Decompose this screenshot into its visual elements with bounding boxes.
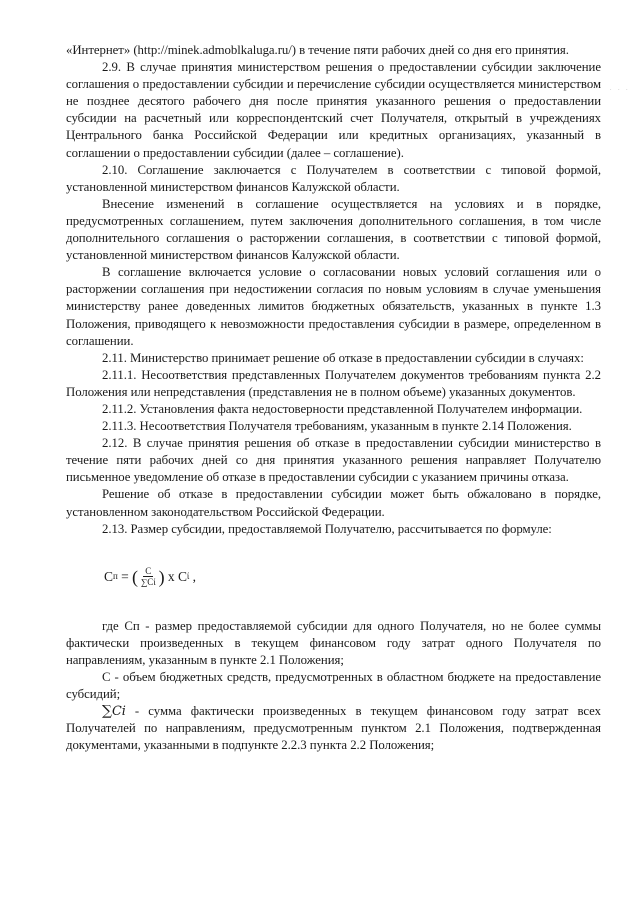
paragraph-2-10: 2.10. Соглашение заключается с Получателем в соответствии с типовой формой, установленной министерством финансов Калужской области. [66,162,601,194]
paragraph-2-12: 2.12. В случае принятия решения об отказе в предоставлении субсидии министерство в течение пяти рабочих дней со дня принятия указанного решения направляет Получателю письменное уведомление об отказе в предоставлении субсидии с указанием причины отказа. [66,436,601,485]
formula-numerator: C [145,566,152,577]
paragraph-2-11-2: 2.11.2. Установления факта недостоверности представленной Получателем информации. [102,401,583,416]
paragraph-2-11-1: 2.11.1. Несоответствия представленных Получателем документов требованиям пункта 2.2 Положения или непредставления (представления не в полном объеме) указанных документов. [66,367,601,399]
formula-open-paren: ( [131,566,138,587]
formula-times: х [164,569,178,585]
formula-denominator: ∑Cί [140,577,156,588]
sum-definition-text: - сумма фактически произведенных в текущем финансовом году затрат всех Получателей по направлениям, предусмотренным пунктом 2.1 Положения, подтвержденная документами, указанными в подпункте 2.2.3 пункта 2.2 Положения; [66,704,601,753]
paragraph-appeal: Решение об отказе в предоставлении субсидии может быть обжаловано в порядке, установленном законодательством Российской Федерации. [66,487,601,519]
paragraph-2-11-3: 2.11.3. Несоответствия Получателя требованиям, указанным в пункте 2.14 Положения. [102,419,572,434]
paragraph-2-11: 2.11. Министерство принимает решение об отказе в предоставлении субсидии в случаях: [102,350,584,365]
paragraph-internet-publication: «Интернет» (http://minek.admoblkaluga.ru/) в течение пяти рабочих дней со дня его принятия. [66,43,569,57]
formula-rhs-sub: ί [186,571,190,582]
paragraph-agreement-condition: В соглашение включается условие о согласовании новых условий соглашения или о расторжении соглашения при недостижении согласия по новым условиям в случае уменьшения министерству ранее доведенных лимитов бюджетных обязательств, указанных в пункте 1.3 Положения, приводящего к невозможности предоставления субсидии в размере, определенном в соглашении. [66,265,601,348]
scan-noise: · · · [609,86,630,94]
formula-tail: , [189,569,196,585]
paragraph-definition-c: С - объем бюджетных средств, предусмотренных в областном бюджете на предоставление субсидий; [66,670,601,702]
formula-equals: = [117,569,132,585]
formula-close-paren: ) [158,566,165,587]
formula-lhs-sub: п [112,571,118,582]
formula-lhs: С [104,569,113,585]
paragraph-definition-sum-ci [66,703,601,754]
paragraph-definition-cp: где Сп - размер предоставляемой субсидии для одного Получателя, но не более суммы фактически произведенных в текущем финансовом году затрат одного Получателя по направлениям, указанным в пункте 2.1 Положения; [66,618,601,667]
paragraph-2-13: 2.13. Размер субсидии, предоставляемой Получателю, рассчитывается по формуле: [102,521,552,536]
sum-symbol: ∑ [102,703,112,720]
document-page [66,42,601,754]
paragraph-2-9: 2.9. В случае принятия министерством решения о предоставлении субсидии заключение соглашения о предоставлении субсидии и перечисление субсидии осуществляется министерством не позднее десятого рабочего дня после принятия указанного решения о предоставлении субсидии на расчетный или корреспондентский счет Получателя, открытый в учреждениях Центрального банка Российской Федерации или кредитных организациях, указанный в соглашении о предоставлении субсидии (далее – соглашение). [66,60,601,160]
subsidy-formula [104,556,601,598]
formula-fraction [139,566,158,587]
sum-variable: Ci [111,704,126,720]
formula-rhs: С [177,569,187,585]
paragraph-agreement-changes: Внесение изменений в соглашение осуществляется на условиях и в порядке, предусмотренных соглашением, путем заключения дополнительного соглашения, в том числе дополнительного соглашения о расторжении соглашения, в соответствии с типовой формой, установленной министерством финансов Калужской области. [66,196,601,263]
